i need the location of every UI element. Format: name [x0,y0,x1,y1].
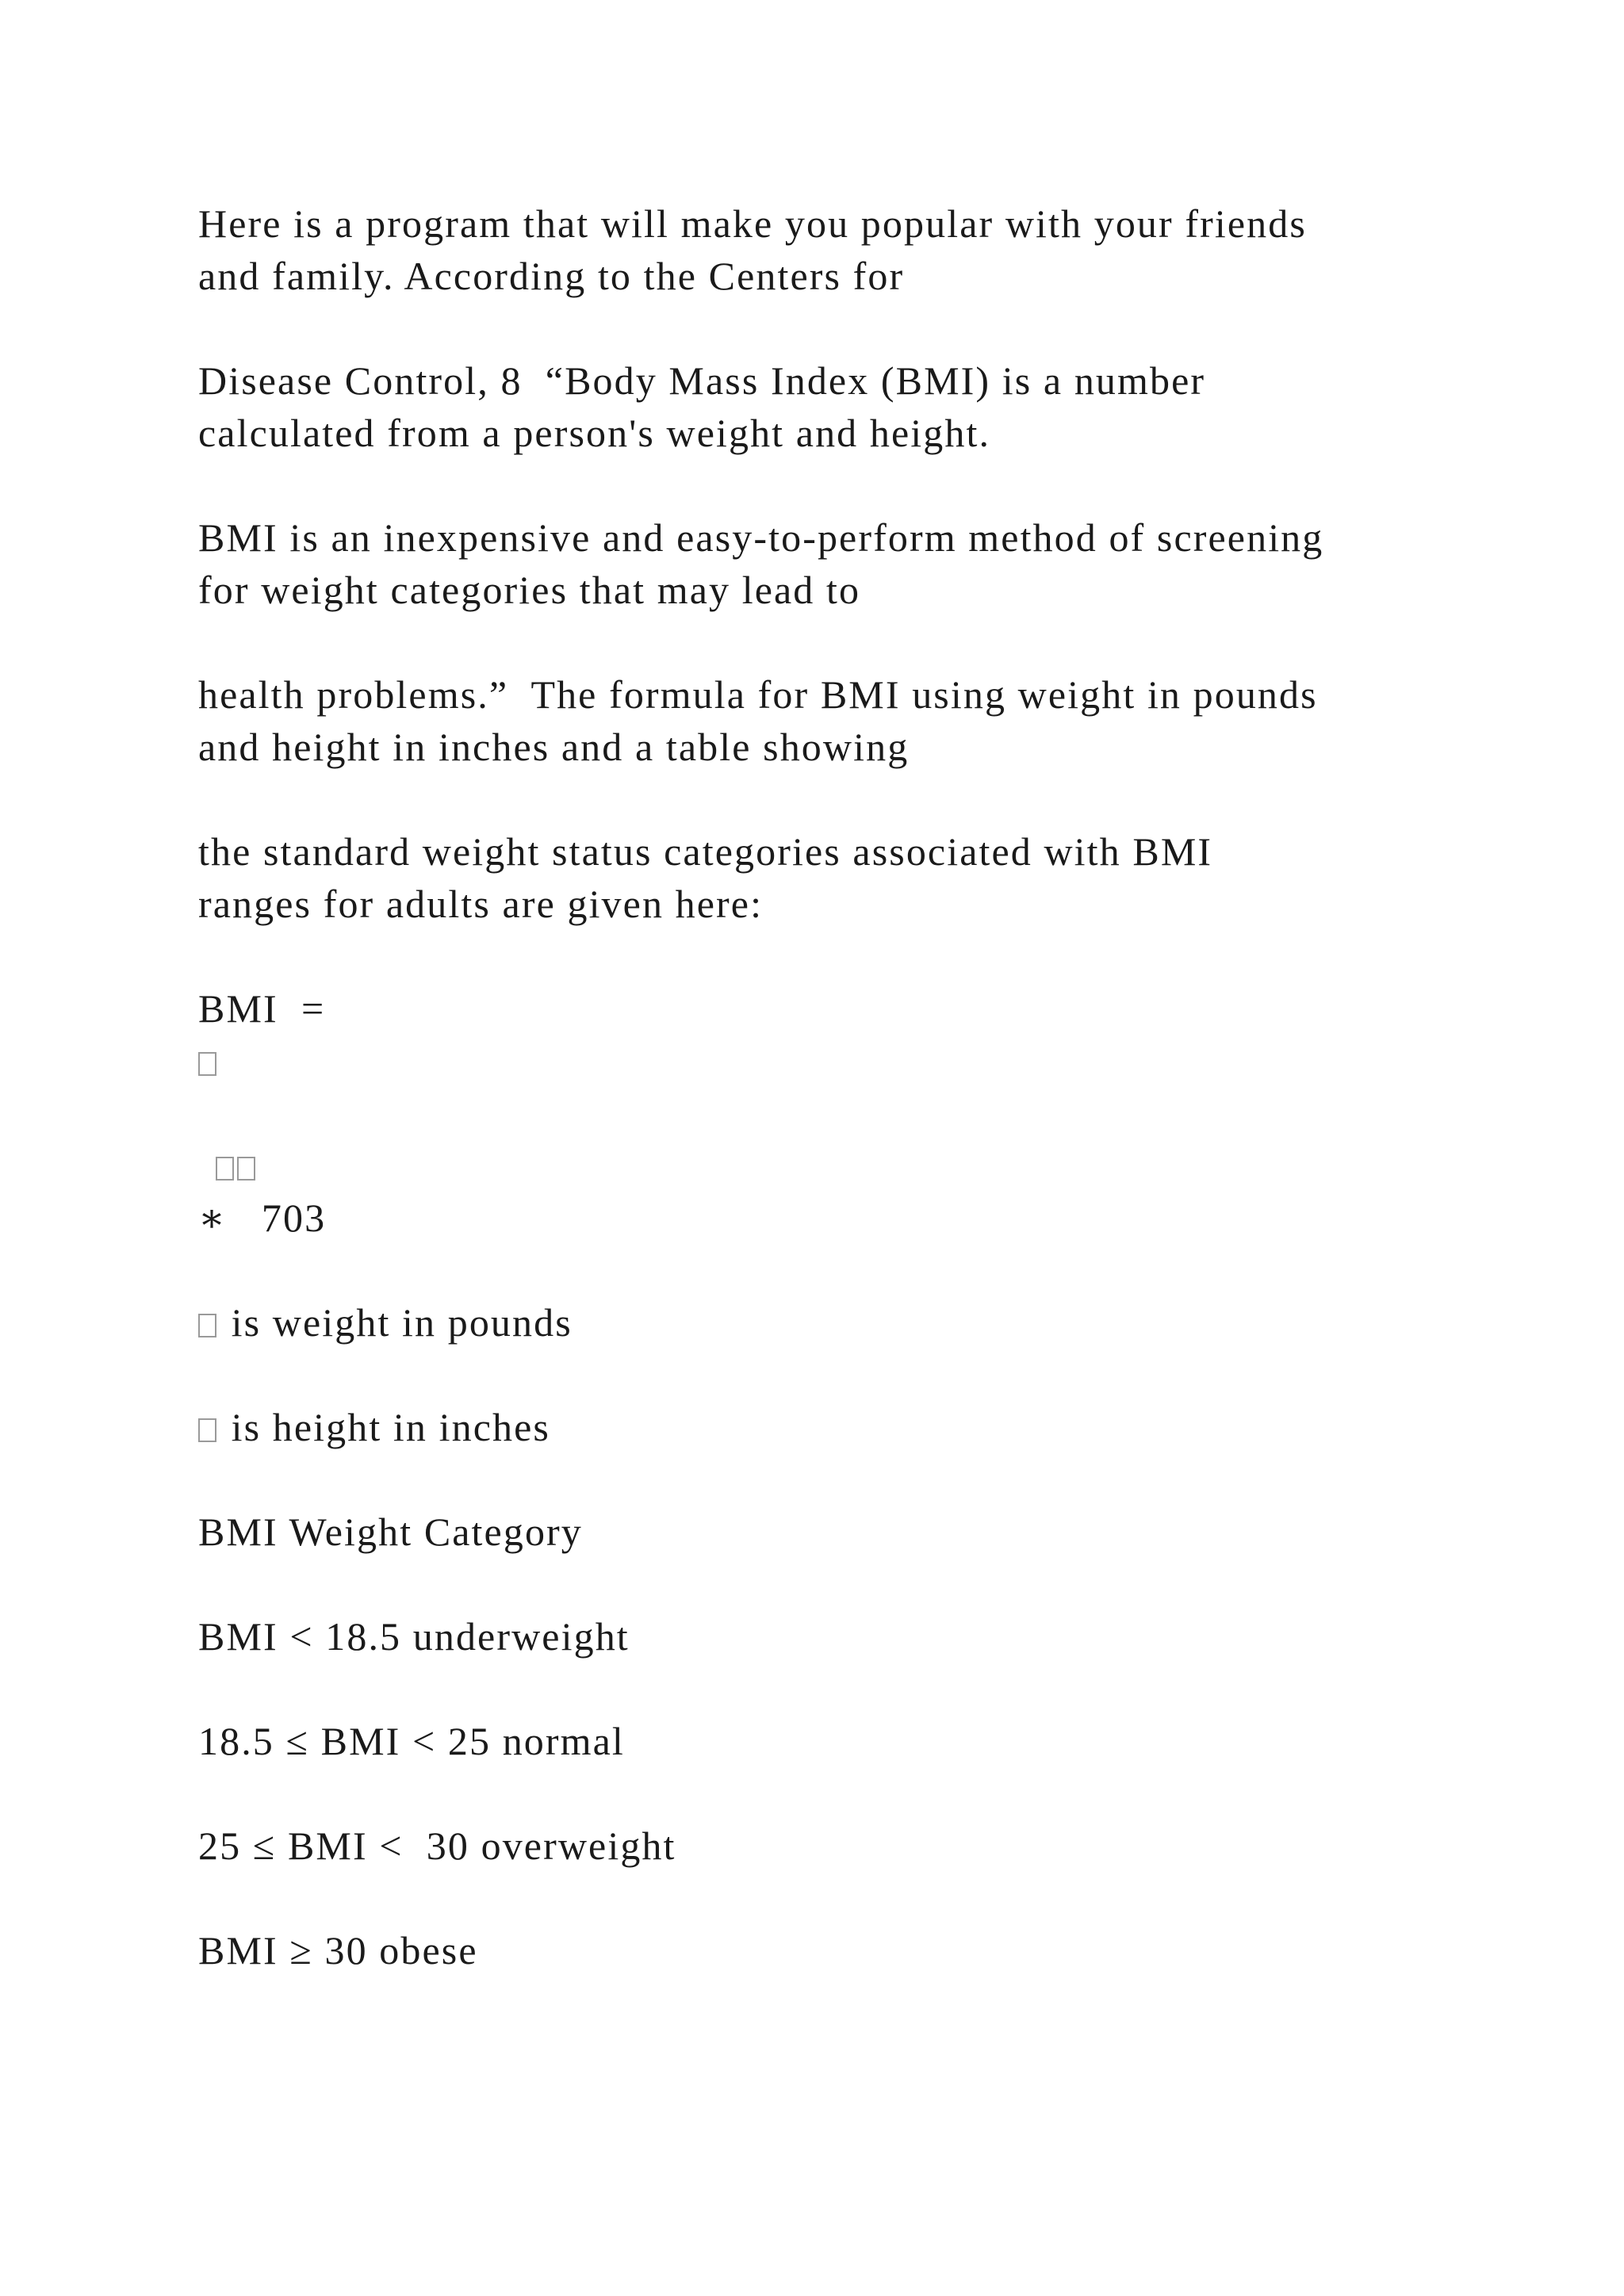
paragraph-line: Disease Control, 8 “Body Mass Index (BMI) is a number [198,358,1206,403]
definition-text: is weight in pounds [231,1300,573,1345]
table-header: BMI Weight Category [198,1510,583,1554]
paragraph-line: BMI is an inexpensive and easy-to-perform method of screening [198,515,1324,560]
missing-glyph-icon [198,1418,216,1442]
definition-text: is height in inches [231,1405,550,1449]
paragraph-line: and height in inches and a table showing [198,725,910,769]
table-row: BMI ≥ 30 obese [198,1928,478,1973]
table-row: 25 ≤ BMI < 30 overweight [198,1823,676,1868]
paragraph-line: health problems.” The formula for BMI using weight in pounds [198,672,1318,717]
paragraph-line: for weight categories that may lead to [198,568,861,612]
formula-h-definition [198,1403,550,1451]
missing-glyph-icon [198,1052,216,1076]
paragraph-line: and family. According to the Centers for [198,254,905,298]
formula-w-definition [198,1299,573,1346]
missing-glyph-icon [237,1157,255,1181]
paragraph-line: the standard weight status categories associated with BMI [198,829,1213,874]
table-row: 18.5 ≤ BMI < 25 normal [198,1719,625,1763]
formula-multiplier: ∗ 703 [198,1196,327,1240]
paragraph-line: calculated from a person's weight and height. [198,411,991,455]
formula-numerator [198,1037,220,1085]
paragraph-line: ranges for adults are given here: [198,882,764,926]
paragraph-line: Here is a program that will make you popular with your friends [198,201,1307,246]
missing-glyph-icon [216,1157,234,1181]
formula-lhs: BMI = [198,986,326,1031]
table-row: BMI < 18.5 underweight [198,1614,630,1659]
missing-glyph-icon [198,1314,216,1337]
formula-denominator [216,1142,259,1189]
